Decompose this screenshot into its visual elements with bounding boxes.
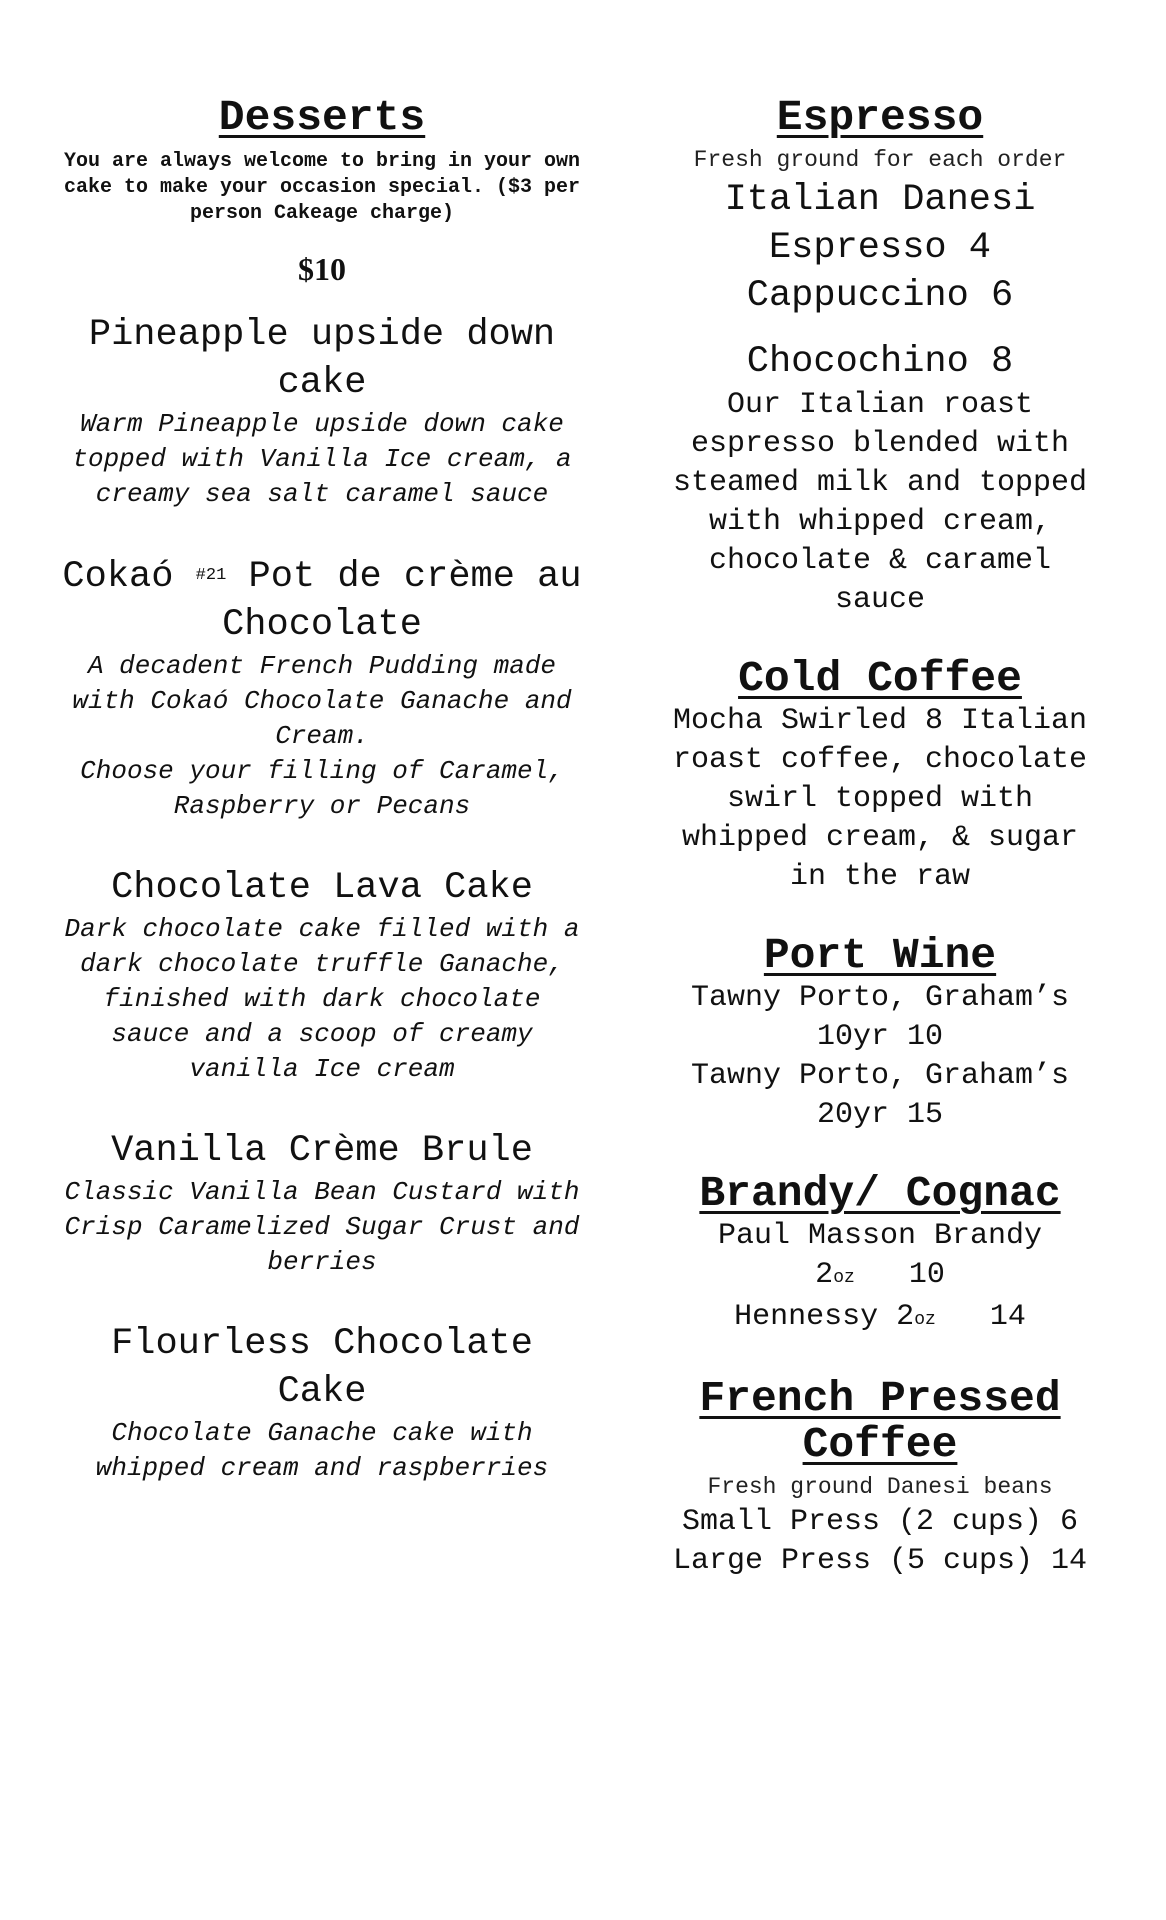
port-wine-item: Tawny Porto, Graham’s 20yr 15 (690, 1059, 1070, 1132)
drinks-column (660, 95, 1100, 1581)
espresso-note: Fresh ground for each order (693, 147, 1067, 173)
port-wine-section (660, 933, 1100, 1135)
french-press-section (660, 1376, 1100, 1581)
french-press-heading: French Pressed Coffee (699, 1374, 1061, 1469)
dessert-item (62, 552, 582, 824)
dessert-name: Flourless Chocolate Cake (111, 1322, 533, 1413)
dessert-name: Vanilla Crème Brule (111, 1129, 533, 1172)
french-press-item: Small Press (2 cups) 6 (681, 1505, 1079, 1539)
cold-coffee-heading: Cold Coffee (738, 654, 1022, 703)
chocochino-description: Our Italian roast espresso blended with steamed milk and topped with whipped cream, chocolate & caramel sauce (672, 388, 1088, 617)
dessert-description: Warm Pineapple upside down cake topped with Vanilla Ice cream, a creamy sea salt caramel sauce (72, 409, 572, 509)
port-wine-heading: Port Wine (763, 931, 997, 980)
menu-reference-number: #21 (195, 566, 227, 585)
cakeage-note: You are always welcome to bring in your own cake to make your occasion special. ($3 per person Cakeage charge) (63, 150, 581, 225)
dessert-description: Dark chocolate cake filled with a dark chocolate truffle Ganache, finished with dark chocolate sauce and a scoop of creamy vanilla Ice cream (64, 913, 580, 1084)
port-wine-item: Tawny Porto, Graham’s 10yr 10 (690, 981, 1070, 1054)
french-press-item: Large Press (5 cups) 14 (672, 1544, 1088, 1578)
dessert-name: Cokaó #21 Pot de crème au Chocolate (62, 555, 582, 646)
espresso-heading: Espresso (776, 93, 984, 142)
espresso-line: Cappuccino 6 (746, 275, 1014, 317)
dessert-description: Chocolate Ganache cake with whipped cream and raspberries (95, 1417, 549, 1483)
espresso-line: Espresso 4 (768, 227, 992, 269)
dessert-name: Pineapple upside down cake (88, 314, 556, 404)
espresso-line: Italian Danesi (724, 179, 1036, 221)
dessert-name: Chocolate Lava Cake (111, 866, 533, 909)
desserts-column (62, 95, 582, 1486)
dessert-item (62, 311, 582, 512)
brandy-heading: Brandy/ Cognac (699, 1169, 1061, 1218)
chocochino-name: Chocochino 8 (746, 341, 1014, 383)
espresso-section (660, 95, 1100, 620)
dessert-description: Classic Vanilla Bean Custard with Crisp Caramelized Sugar Crust and berries (64, 1176, 580, 1277)
cold-coffee-section (660, 656, 1100, 897)
dessert-item (62, 1320, 582, 1486)
dessert-item (62, 864, 582, 1087)
dessert-item (62, 1127, 582, 1280)
brandy-item: Hennessy 2oz 14 (734, 1300, 1026, 1334)
desserts-heading: Desserts (218, 93, 426, 142)
desserts-price: $10 (298, 251, 346, 287)
brandy-item: Paul Masson Brandy 2oz 10 (717, 1219, 1043, 1292)
dessert-filling-options: Choose your filling of Caramel, Raspberry or Pecans (80, 755, 564, 821)
dessert-description: A decadent French Pudding made with Cokaó Chocolate Ganache and Cream. (72, 650, 572, 751)
french-press-note: Fresh ground Danesi beans (707, 1474, 1053, 1500)
cold-coffee-description: Mocha Swirled 8 Italian roast coffee, chocolate swirl topped with whipped cream, & sugar in the raw (672, 704, 1088, 894)
brandy-section (660, 1171, 1100, 1340)
